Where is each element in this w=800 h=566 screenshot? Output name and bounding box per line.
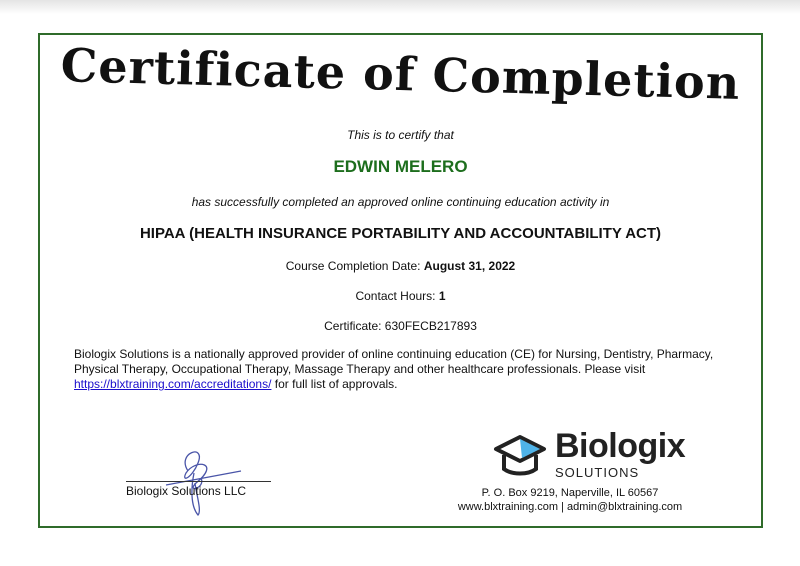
- course-title: HIPAA (HEALTH INSURANCE PORTABILITY AND ACCOUNTABILITY ACT): [139, 225, 662, 242]
- graduation-cap-logo-icon: [492, 431, 548, 479]
- completed-text: has successfully completed an approved online continuing education activity in: [191, 195, 610, 209]
- address: P. O. Box 9219, Naperville, IL 60567: [481, 487, 659, 499]
- viewer-top-shade: [0, 0, 800, 14]
- provider-description: [74, 347, 734, 392]
- certificate-title: Certificate of Completion: [60, 38, 741, 110]
- signature-line: [126, 481, 271, 482]
- accreditations-link[interactable]: https://blxtraining.com/accreditations/: [74, 377, 272, 391]
- signature-image: [126, 433, 276, 523]
- logo-name: Biologix: [555, 427, 686, 465]
- logo-subtitle: SOLUTIONS: [555, 465, 640, 480]
- contact-hours: [40, 289, 761, 303]
- certificate-label: Certificate:: [324, 319, 385, 333]
- contact-info: www.blxtraining.com | admin@blxtraining.com: [457, 501, 683, 513]
- recipient-name: EDWIN MELERO: [333, 157, 468, 176]
- description-text: Biologix Solutions is a nationally approved provider of online continuing education (CE) for Nursing, Dentistry, Pharmacy, Physical Therapy, Occupational Therapy, Massage Therapy and other healthcare professionals. Please visit: [74, 347, 714, 376]
- contact-hours-value: 1: [438, 289, 446, 303]
- certificate-value: 630FECB217893: [384, 319, 477, 333]
- completion-date-label: Course Completion Date:: [285, 259, 424, 273]
- completion-date: [40, 259, 761, 273]
- intro-text: This is to certify that: [347, 128, 454, 142]
- completion-date-value: August 31, 2022: [423, 259, 516, 273]
- description-end: for full list of approvals.: [271, 377, 398, 391]
- certificate: [38, 33, 763, 528]
- contact-hours-label: Contact Hours:: [355, 289, 439, 303]
- signature-label: Biologix Solutions LLC: [126, 484, 247, 498]
- certificate-number: [40, 319, 761, 333]
